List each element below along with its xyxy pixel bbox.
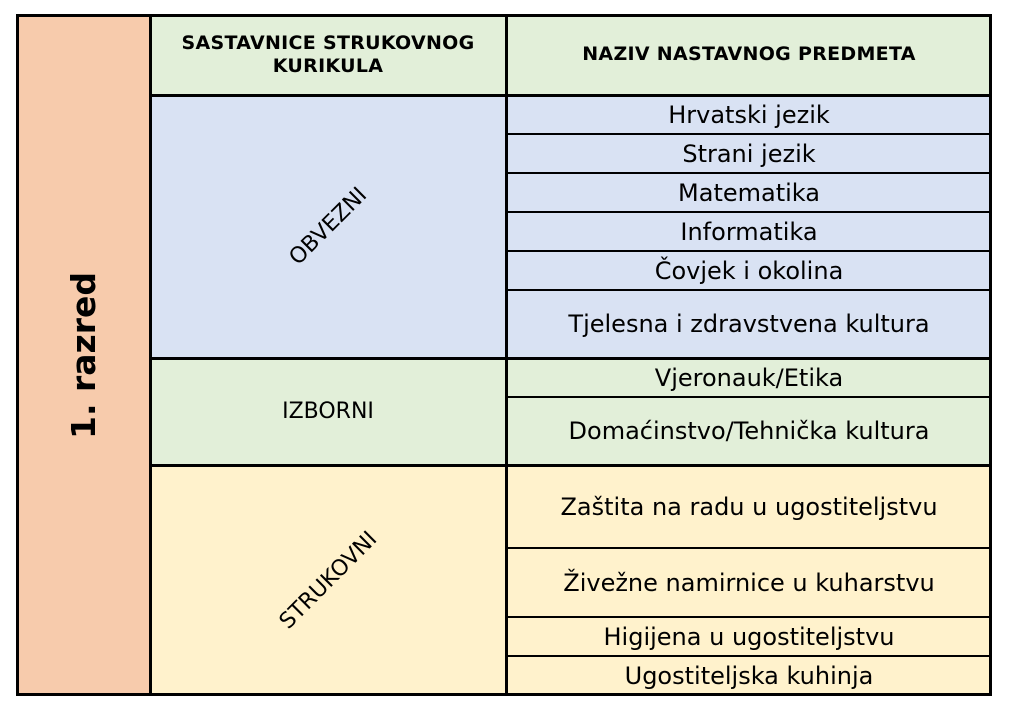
grid-line: [505, 14, 508, 696]
grid-line: [506, 655, 992, 657]
header-subject-label: NAZIV NASTAVNOG PREDMETA: [582, 43, 916, 65]
subject-name: Vjeronauk/Etika: [654, 363, 844, 392]
subject-name: Čovjek i okolina: [654, 256, 844, 285]
subject-cell: [506, 212, 992, 251]
grid-line: [989, 14, 992, 696]
grid-line: [506, 133, 992, 135]
grid-line: [506, 250, 992, 252]
curriculum-table: [16, 14, 992, 696]
grid-line: [506, 172, 992, 174]
header-subject: [506, 14, 992, 95]
header-components: [150, 14, 506, 95]
subject-cell: [506, 251, 992, 290]
subject-name: Domaćinstvo/Tehnička kultura: [568, 417, 930, 445]
subject-name: Matematika: [678, 178, 820, 207]
subject-name: Tjelesna i zdravstvena kultura: [568, 310, 930, 338]
subject-name: Strani jezik: [682, 139, 816, 168]
subject-name: Higijena u ugostiteljstvu: [603, 622, 895, 651]
grid-line: [506, 289, 992, 291]
category-obvezni: [150, 95, 506, 358]
category-izborni-label: IZBORNI: [282, 399, 374, 424]
subject-name: Zaštita na radu u ugostiteljstvu: [560, 492, 938, 521]
grid-line: [150, 357, 992, 360]
grade-label: 1. razred: [63, 271, 103, 439]
grid-line: [16, 693, 992, 696]
subject-name: Živežne namirnice u kuharstvu: [563, 568, 935, 597]
subject-cell: [506, 358, 992, 397]
subject-name: Ugostiteljska kuhinja: [624, 662, 874, 690]
header-components-label: SASTAVNICE STRUKOVNOG KURIKULA: [181, 31, 475, 77]
grid-line: [149, 14, 152, 696]
grid-line: [506, 547, 992, 549]
subject-cell: [506, 617, 992, 656]
grid-line: [150, 94, 992, 97]
subject-cell: [506, 465, 992, 548]
subject-cell: [506, 95, 992, 134]
subject-name: Informatika: [680, 217, 818, 246]
subject-cell: [506, 134, 992, 173]
grid-line: [506, 396, 992, 398]
grid-line: [16, 14, 19, 696]
subject-cell: [506, 656, 992, 696]
subject-name: Hrvatski jezik: [668, 100, 830, 129]
subject-cell: [506, 548, 992, 617]
grid-line: [150, 464, 992, 467]
category-obvezni-label: OBVEZNI: [284, 182, 372, 271]
subject-cell: [506, 397, 992, 465]
category-strukovni-label: STRUKOVNI: [274, 526, 382, 635]
category-strukovni: [150, 465, 506, 696]
subject-cell: [506, 290, 992, 358]
grid-line: [506, 211, 992, 213]
grade-cell: [16, 14, 150, 696]
grid-line: [506, 616, 992, 618]
subject-cell: [506, 173, 992, 212]
grid-line: [16, 14, 992, 17]
category-izborni: [150, 358, 506, 465]
